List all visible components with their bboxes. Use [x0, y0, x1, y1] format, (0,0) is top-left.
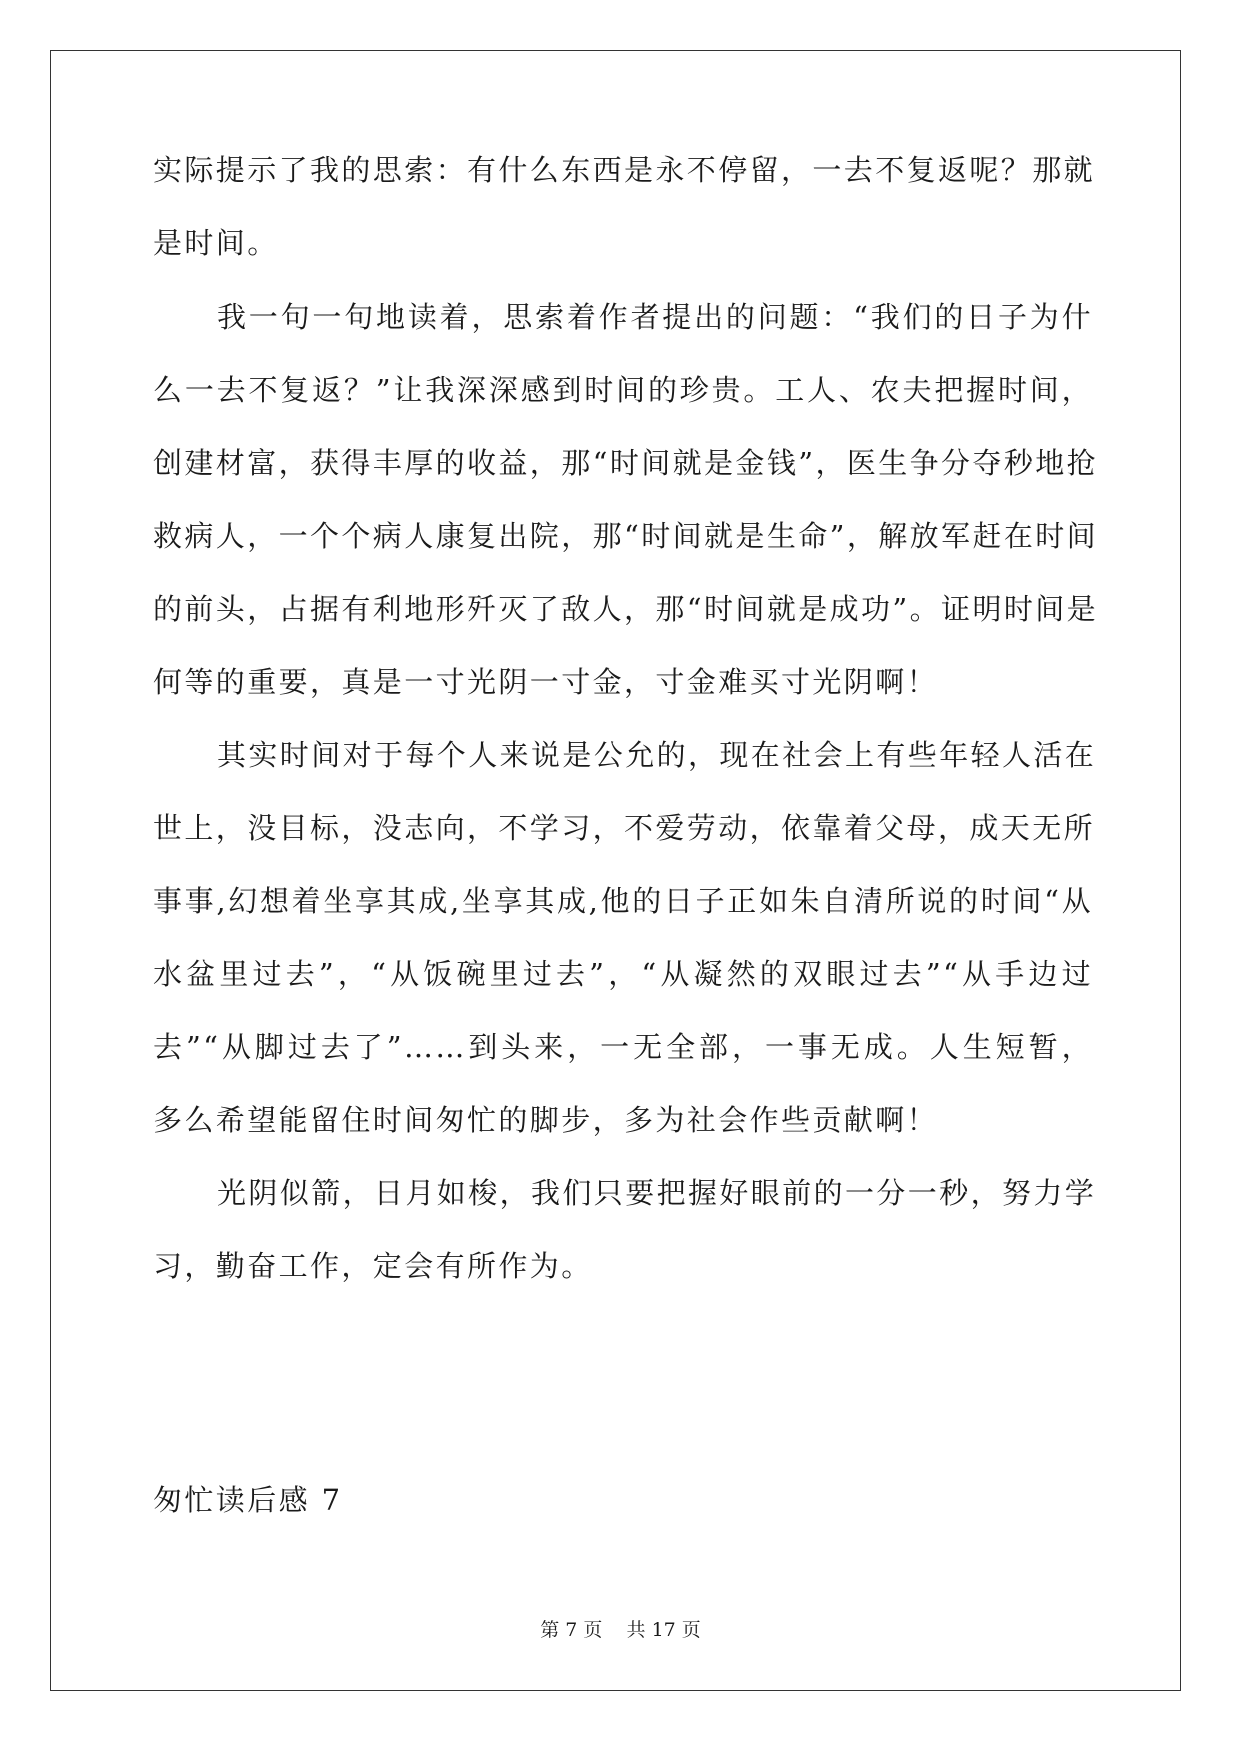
paragraph-2-line-2: 么一去不复返？”让我深深感到时间的珍贵。工人、农夫把握时间，: [153, 373, 1093, 407]
paragraph-3-line-1: 其实时间对于每个人来说是公允的，现在社会上有些年轻人活在: [217, 738, 1097, 772]
paragraph-1-line-2: 是时间。: [153, 226, 279, 260]
paragraph-2-line-1: 我一句一句地读着，思索着作者提出的问题：“我们的日子为什: [217, 300, 1093, 334]
paragraph-2-line-4: 救病人，一个个病人康复出院，那“时间就是生命”，解放军赶在时间: [153, 519, 1099, 553]
paragraph-4-line-1: 光阴似箭，日月如梭，我们只要把握好眼前的一分一秒，努力学: [217, 1176, 1097, 1210]
page-number-footer: 第 7 页 共 17 页: [540, 1619, 701, 1641]
paragraph-3-line-5: 去”“从脚过去了”……到头来，一无全部，一事无成。人生短暂，: [153, 1030, 1093, 1064]
paragraph-3-line-2: 世上，没目标，没志向，不学习，不爱劳动，依靠着父母，成天无所: [153, 811, 1096, 845]
paragraph-3-line-6: 多么希望能留住时间匆忙的脚步，多为社会作些贡献啊！: [153, 1103, 939, 1137]
paragraph-1-line-1: 实际提示了我的思索：有什么东西是永不停留，一去不复返呢？那就: [153, 153, 1096, 187]
paragraph-4-line-2: 习，勤奋工作，定会有所作为。: [153, 1249, 593, 1283]
paragraph-2-line-3: 创建材富，获得丰厚的收益，那“时间就是金钱”，医生争分夺秒地抢: [153, 446, 1099, 480]
section-heading: 匆忙读后感 7: [153, 1483, 343, 1517]
paragraph-3-line-4: 水盆里过去”，“从饭碗里过去”，“从凝然的双眼过去”“从手边过: [153, 957, 1093, 991]
paragraph-3-line-3: 事事,幻想着坐享其成,坐享其成,他的日子正如朱自清所说的时间“从: [153, 884, 1093, 918]
paragraph-2-line-6: 何等的重要，真是一寸光阴一寸金，寸金难买寸光阴啊！: [153, 665, 939, 699]
paragraph-2-line-5: 的前头，占据有利地形歼灭了敌人，那“时间就是成功”。证明时间是: [153, 592, 1099, 626]
